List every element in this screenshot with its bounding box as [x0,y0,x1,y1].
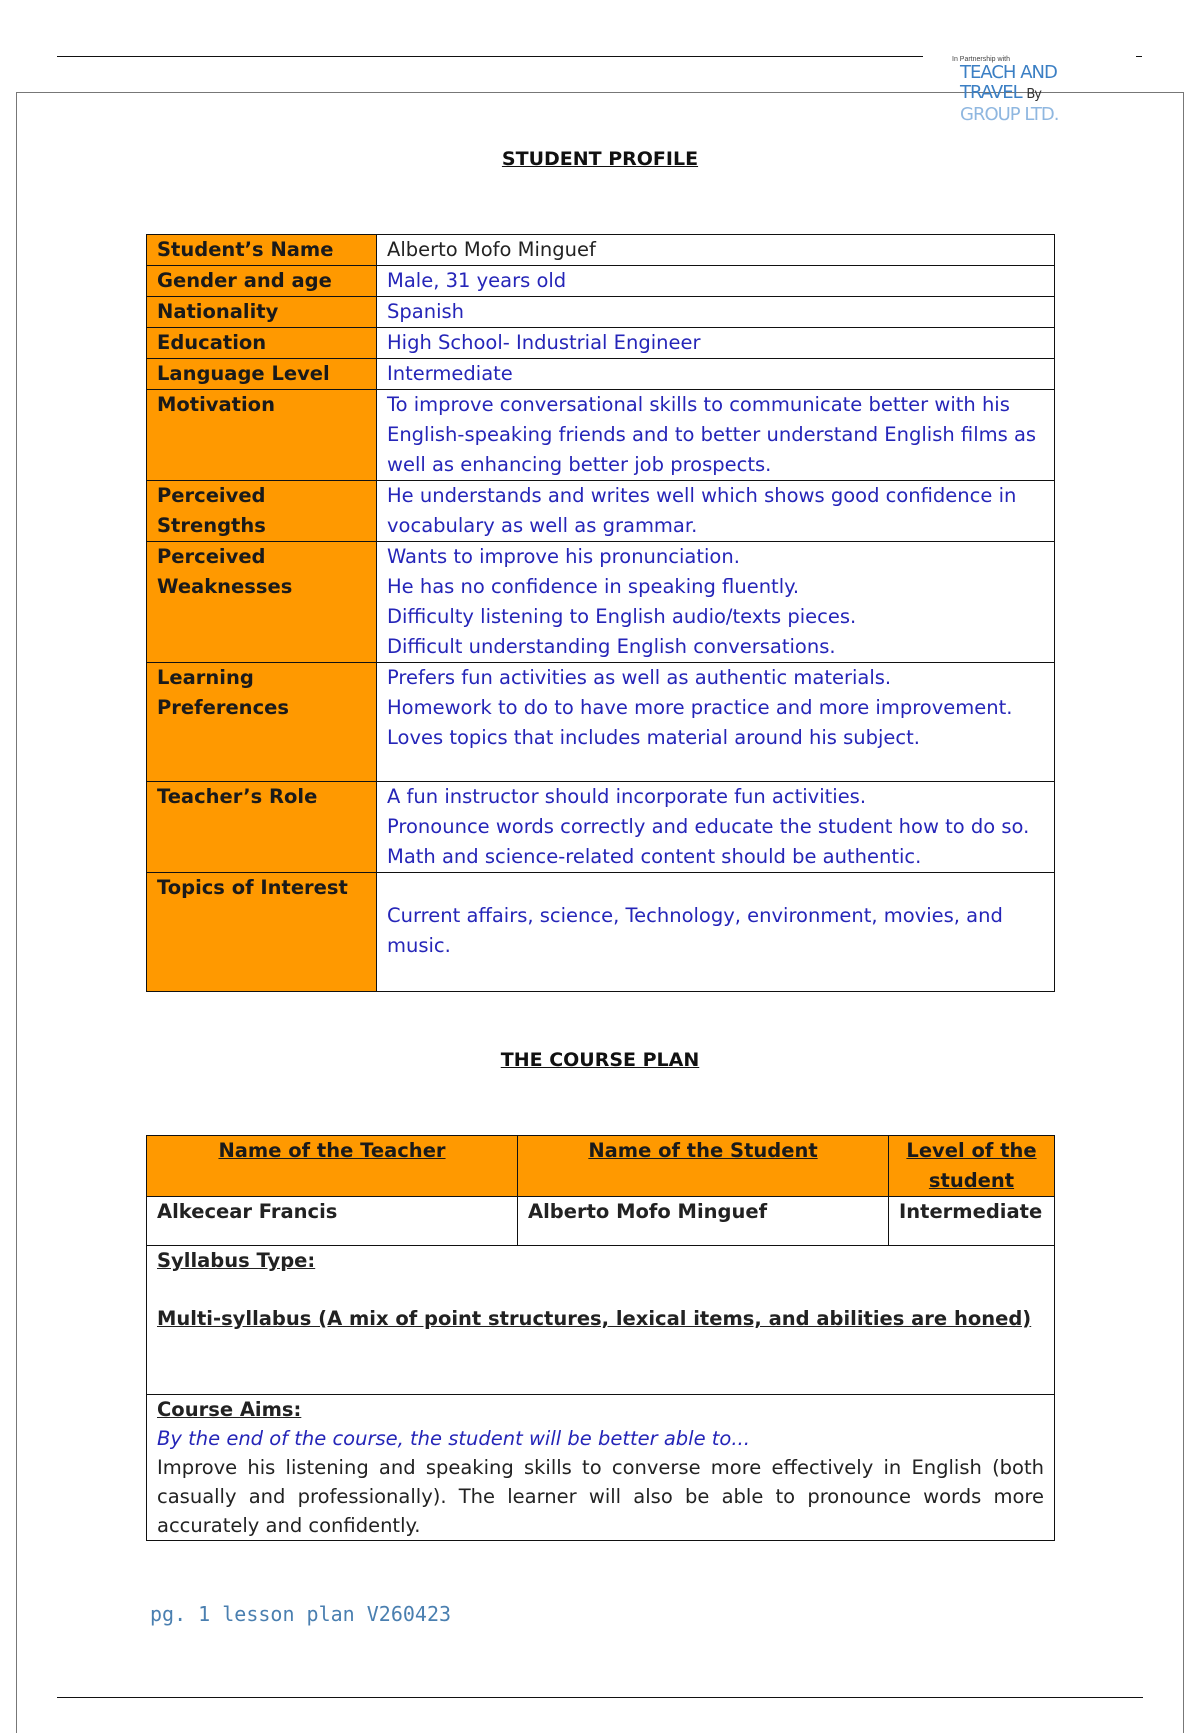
profile-label: Perceived Strengths [147,481,377,542]
profile-value [377,782,1055,873]
profile-value-line: Prefers fun activities as well as authentic materials. [387,666,892,689]
student-level: Intermediate [889,1197,1055,1246]
profile-row-education [147,328,1055,359]
course-values-row [147,1197,1055,1246]
profile-row-topics-of-interest [147,873,1055,992]
profile-label: Motivation [147,390,377,481]
profile-row-gender-age [147,266,1055,297]
aims-row [147,1395,1055,1541]
profile-value [377,481,1055,542]
profile-row-weaknesses [147,542,1055,663]
footer-rule [57,1697,1143,1698]
syllabus-row [147,1246,1055,1395]
student-profile-title: STUDENT PROFILE [501,148,699,170]
profile-value [377,359,1055,390]
teacher-header: Name of the Teacher [147,1136,518,1197]
profile-value-line: He has no confidence in speaking fluently. [387,575,800,598]
profile-value-line: High School- Industrial Engineer [387,331,701,354]
profile-row-name [147,235,1055,266]
profile-value-line: He understands and writes well which shows good confidence in vocabulary as well as grammar. [387,484,1017,537]
profile-value-line: Difficult understanding English conversations. [387,635,836,658]
profile-row-nationality [147,297,1055,328]
profile-value [377,328,1055,359]
profile-label: Nationality [147,297,377,328]
header-dash [1136,56,1142,57]
logo-by-text: By [1026,87,1042,102]
profile-row-language-level [147,359,1055,390]
profile-value-line: Difficulty listening to English audio/texts pieces. [387,605,857,628]
logo-brand-line1: TEACH AND TRAVEL By [960,62,1057,103]
profile-value-line: Alberto Mofo Minguef [387,238,596,261]
page-footer: pg. 1 lesson plan V260423 [150,1602,452,1626]
course-header-row [147,1136,1055,1197]
profile-value-line: To improve conversational skills to communicate better with his English-speaking friends and to better understand English films as well as enhancing better job prospects. [387,393,1037,476]
profile-value [377,266,1055,297]
logo-partner-text: In Partnership with [952,56,1010,63]
aims-label: Course Aims: [157,1398,302,1421]
header-rule [57,56,923,57]
syllabus-label: Syllabus Type: [157,1249,316,1272]
profile-value [377,542,1055,663]
profile-label: Topics of Interest [147,873,377,992]
teacher-name: Alkecear Francis [147,1197,518,1246]
profile-label: Gender and age [147,266,377,297]
profile-value-line: A fun instructor should incorporate fun activities. [387,785,867,808]
partner-logo [950,56,1110,126]
profile-label: Learning Preferences [147,663,377,782]
aims-text: Improve his listening and speaking skills to converse more effectively in English (both casually and professionally). The learner will also be able to pronounce words more accurately and confidently. [157,1456,1044,1537]
profile-label: Teacher’s Role [147,782,377,873]
profile-row-strengths [147,481,1055,542]
profile-value-line: Loves topics that includes material around his subject. [387,726,920,749]
profile-value [377,297,1055,328]
student-header: Name of the Student [518,1136,889,1197]
profile-value [377,873,1055,992]
profile-value-line: Spanish [387,300,465,323]
profile-value [377,390,1055,481]
profile-value-line: Wants to improve his pronunciation. [387,545,740,568]
profile-value-line: Intermediate [387,362,513,385]
profile-label: Education [147,328,377,359]
syllabus-cell [147,1246,1055,1395]
level-header: Level of the student [889,1136,1055,1197]
syllabus-value: Multi-syllabus (A mix of point structures, lexical items, and abilities are honed) [157,1307,1032,1330]
aims-cell [147,1395,1055,1541]
profile-value [377,235,1055,266]
aims-intro: By the end of the course, the student will be better able to... [157,1427,750,1450]
course-plan-title: THE COURSE PLAN [500,1049,700,1071]
profile-value-line: Current affairs, science, Technology, environment, movies, and music. [387,904,1003,957]
profile-row-learning-preferences [147,663,1055,782]
profile-label: Perceived Weaknesses [147,542,377,663]
student-profile-table [146,234,1055,992]
profile-value-line: Homework to do to have more practice and more improvement. [387,696,1013,719]
course-plan-table [146,1135,1055,1541]
profile-value-line: Math and science-related content should be authentic. [387,845,922,868]
profile-label: Student’s Name [147,235,377,266]
student-name: Alberto Mofo Minguef [518,1197,889,1246]
profile-value [377,663,1055,782]
profile-row-motivation [147,390,1055,481]
profile-value-line: Male, 31 years old [387,269,567,292]
logo-brand-line2: GROUP LTD. [960,104,1059,125]
profile-value-line: Pronounce words correctly and educate the student how to do so. [387,815,1030,838]
profile-row-teachers-role [147,782,1055,873]
profile-label: Language Level [147,359,377,390]
